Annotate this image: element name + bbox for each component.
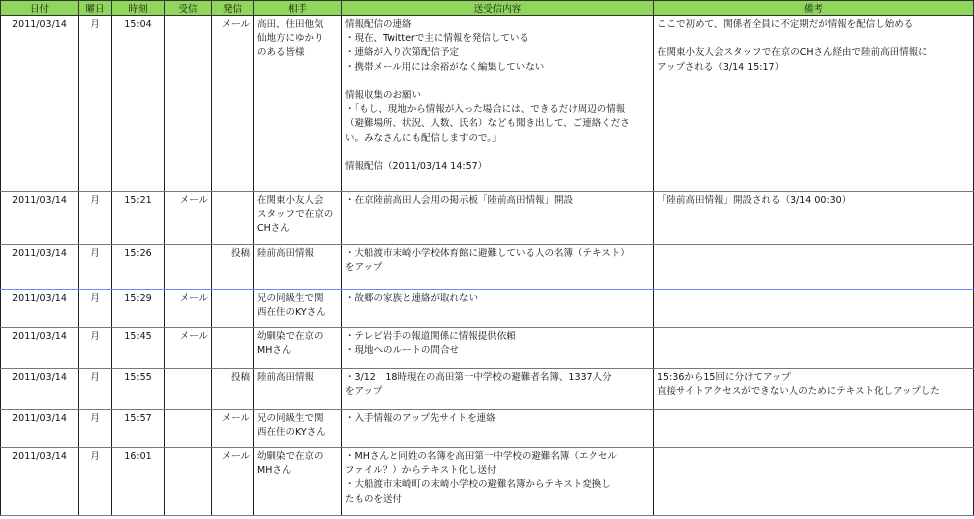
- party-line: 幼馴染で在京の: [257, 451, 324, 462]
- notes-cell: [654, 410, 974, 448]
- time-cell: 16:01: [112, 448, 165, 516]
- weekday-cell: 月: [79, 192, 112, 245]
- content-line: い。みなさんにも配信しますので。」: [345, 132, 502, 144]
- weekday-cell: 月: [79, 16, 112, 192]
- date-cell: 2011/03/14: [1, 290, 79, 328]
- content-line: 情報収集のお願い: [345, 90, 422, 101]
- table-row: [1, 245, 974, 290]
- sent-cell: 投稿: [212, 245, 254, 290]
- content-line: ・現地へのルートの問合せ: [345, 345, 460, 357]
- sent-cell: [212, 290, 254, 328]
- content-cell: [342, 192, 654, 245]
- party-line: 仙地方にゆかり: [257, 33, 324, 45]
- party-cell: [254, 328, 342, 369]
- header-received: 受信: [165, 1, 212, 16]
- party-line: MHさん: [257, 345, 292, 357]
- content-line: ・携帯メール用には余裕がなく編集していない: [345, 61, 545, 73]
- header-sent: 発信: [212, 1, 254, 16]
- party-line: 陸前高田情報: [257, 372, 315, 383]
- received-cell: メール: [165, 290, 212, 328]
- table-row: [1, 328, 974, 369]
- time-cell: 15:55: [112, 369, 165, 410]
- notes-cell: [654, 192, 974, 245]
- header-day: 曜日: [79, 1, 112, 16]
- table-row: [1, 290, 974, 328]
- table-row: [1, 369, 974, 410]
- content-line: をアップ: [345, 262, 383, 274]
- party-cell: [254, 410, 342, 448]
- party-line: 兄の同級生で関: [257, 413, 324, 424]
- content-line: ・故郷の家族と連絡が取れない: [345, 293, 479, 304]
- received-cell: メール: [165, 192, 212, 245]
- party-cell: [254, 290, 342, 328]
- notes-line: ここで初めて、関係者全員に不定期だが情報を配信し始める: [657, 19, 914, 30]
- content-cell: [342, 245, 654, 290]
- content-line: ・大船渡市末崎町の末崎小学校の避難名簿からテキスト変換し: [345, 479, 611, 491]
- content-line: ・大船渡市末崎小学校体育館に避難している人の名簿（テキスト）: [345, 248, 630, 259]
- party-cell: [254, 192, 342, 245]
- party-line: 高田、住田他気: [257, 19, 324, 30]
- party-line: スタッフで在京の: [257, 209, 334, 221]
- content-line: ・テレビ岩手の報道関係に情報提供依頼: [345, 331, 516, 342]
- party-cell: [254, 245, 342, 290]
- content-line: [345, 75, 650, 89]
- date-cell: 2011/03/14: [1, 328, 79, 369]
- sent-cell: メール: [212, 410, 254, 448]
- content-line: 情報配信（2011/03/14 14:57）: [345, 161, 488, 172]
- party-line: のある皆様: [257, 47, 305, 59]
- content-line: ・連絡が入り次第配信予定: [345, 47, 460, 59]
- date-cell: 2011/03/14: [1, 410, 79, 448]
- party-cell: [254, 369, 342, 410]
- content-line: ・MHさんと同姓の名簿を高田第一中学校の避難名簿（エクセル: [345, 451, 617, 462]
- header-notes: 備考: [654, 1, 974, 16]
- notes-line: 在関東小友人会スタッフで在京のCHさん経由で陸前高田情報に: [657, 47, 928, 59]
- sent-cell: [212, 328, 254, 369]
- notes-cell: [654, 16, 974, 192]
- weekday-cell: 月: [79, 290, 112, 328]
- received-cell: [165, 16, 212, 192]
- content-line: （避難場所、状況、人数、氏名）なども聞き出して、ご連絡くださ: [345, 118, 630, 130]
- content-line: ・在京陸前高田人会用の掲示板「陸前高田情報」開設: [345, 195, 574, 206]
- content-cell: [342, 369, 654, 410]
- content-line: ファイル？）からテキスト化し送付: [345, 465, 497, 477]
- content-cell: [342, 328, 654, 369]
- header-party: 相手: [254, 1, 342, 16]
- received-cell: メール: [165, 328, 212, 369]
- notes-cell: [654, 290, 974, 328]
- table-row: [1, 192, 974, 245]
- notes-cell: [654, 369, 974, 410]
- table-row: [1, 410, 974, 448]
- weekday-cell: 月: [79, 410, 112, 448]
- time-cell: 15:26: [112, 245, 165, 290]
- notes-line: アップされる（3/14 15:17）: [657, 61, 785, 73]
- header-date: 日付: [1, 1, 79, 16]
- content-cell: [342, 448, 654, 516]
- header-content: 送受信内容: [342, 1, 654, 16]
- content-cell: [342, 410, 654, 448]
- sent-cell: 投稿: [212, 369, 254, 410]
- party-line: MHさん: [257, 465, 292, 477]
- received-cell: [165, 369, 212, 410]
- table-row: [1, 448, 974, 516]
- sent-cell: メール: [212, 16, 254, 192]
- party-line: 在関東小友人会: [257, 195, 324, 206]
- time-cell: 15:57: [112, 410, 165, 448]
- weekday-cell: 月: [79, 245, 112, 290]
- content-line: 情報配信の連絡: [345, 19, 412, 30]
- received-cell: [165, 448, 212, 516]
- content-line: [345, 146, 650, 160]
- party-line: CHさん: [257, 223, 290, 235]
- time-cell: 15:29: [112, 290, 165, 328]
- party-line: 陸前高田情報: [257, 248, 315, 259]
- header-row: [1, 1, 974, 16]
- party-line: 西在住のKYさん: [257, 307, 326, 319]
- date-cell: 2011/03/14: [1, 16, 79, 192]
- date-cell: 2011/03/14: [1, 369, 79, 410]
- content-line: ・入手情報のアップ先サイトを連絡: [345, 413, 496, 424]
- sent-cell: メール: [212, 448, 254, 516]
- notes-line: 15:36から15回に分けてアップ: [657, 372, 791, 383]
- content-line: をアップ: [345, 386, 383, 398]
- date-cell: 2011/03/14: [1, 448, 79, 516]
- sent-cell: [212, 192, 254, 245]
- weekday-cell: 月: [79, 328, 112, 369]
- notes-line: 直接サイトアクセスができない人のためにテキスト化しアップした: [657, 386, 940, 398]
- party-line: 幼馴染で在京の: [257, 331, 324, 342]
- notes-cell: [654, 448, 974, 516]
- received-cell: [165, 410, 212, 448]
- time-cell: 15:04: [112, 16, 165, 192]
- content-line: ・3/12 18時現在の高田第一中学校の避難者名簿、1337人分: [345, 372, 612, 383]
- notes-line: 「陸前高田情報」開設される（3/14 00:30）: [657, 195, 852, 206]
- content-line: たものを送付: [345, 493, 403, 505]
- party-line: 兄の同級生で関: [257, 293, 324, 304]
- table-row: [1, 16, 974, 192]
- time-cell: 15:21: [112, 192, 165, 245]
- weekday-cell: 月: [79, 448, 112, 516]
- date-cell: 2011/03/14: [1, 192, 79, 245]
- content-line: ・「もし、現地から情報が入った場合には、できるだけ周辺の情報: [345, 104, 626, 116]
- content-cell: [342, 290, 654, 328]
- notes-cell: [654, 328, 974, 369]
- content-line: ・現在、Twitterで主に情報を発信している: [345, 33, 529, 45]
- party-cell: [254, 16, 342, 192]
- weekday-cell: 月: [79, 369, 112, 410]
- content-cell: [342, 16, 654, 192]
- party-line: 西在住のKYさん: [257, 427, 326, 439]
- time-cell: 15:45: [112, 328, 165, 369]
- received-cell: [165, 245, 212, 290]
- notes-line: [657, 32, 970, 46]
- header-time: 時刻: [112, 1, 165, 16]
- party-cell: [254, 448, 342, 516]
- notes-cell: [654, 245, 974, 290]
- date-cell: 2011/03/14: [1, 245, 79, 290]
